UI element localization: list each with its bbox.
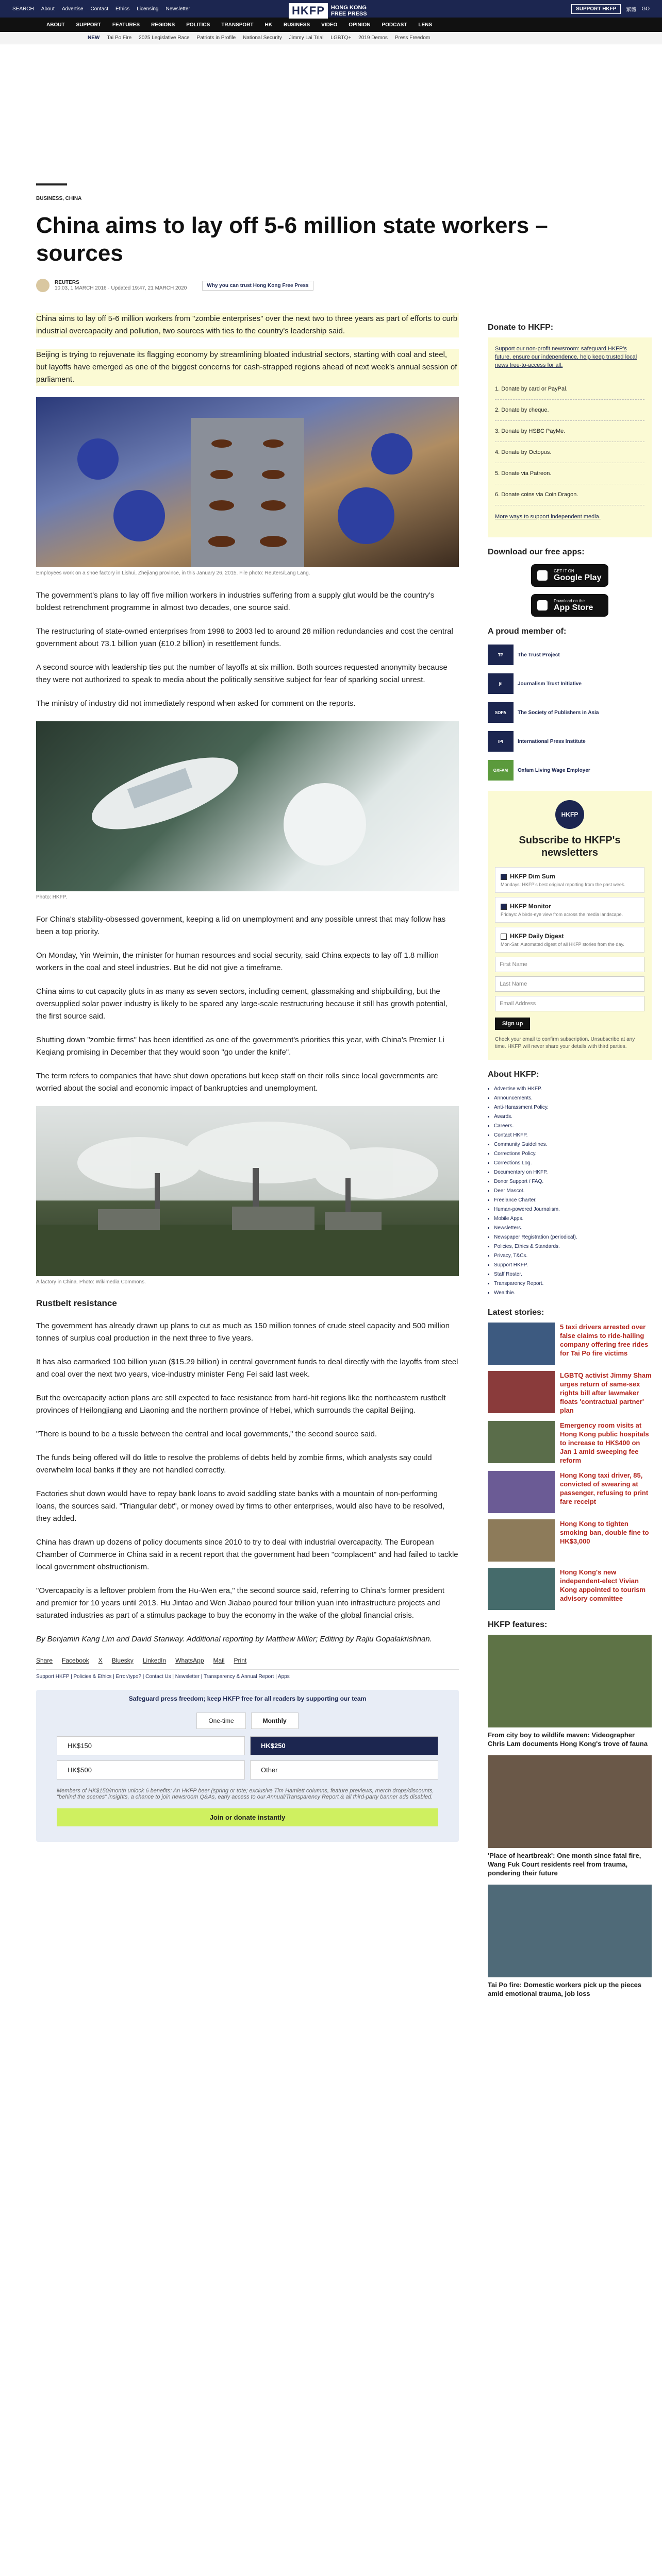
newsletter-option-monitor[interactable]: HKFP Monitor Fridays: A birds-eye view from across the media landscape. <box>495 897 644 923</box>
donate-option[interactable]: 1. Donate by card or PayPal. <box>495 379 644 400</box>
nav-opinion[interactable]: OPINION <box>349 22 371 28</box>
site-logo[interactable] <box>289 3 367 19</box>
paragraph: China aims to cut capacity gluts in as many as seven sectors, including cement, glassmaking and shipbuilding, but the oversupplied solar power industry is likely to be spared any large-scale restructuring because it still has growth potential, the first source said. <box>36 987 448 1021</box>
member-heading: A proud member of: <box>488 627 567 636</box>
latest-story[interactable] <box>488 1421 652 1465</box>
first-name-input[interactable]: First Name <box>495 957 644 972</box>
sopa-logo: SOPA <box>488 702 514 723</box>
ticker-item[interactable]: Press Freedom <box>394 35 431 41</box>
about-link[interactable]: • Corrections Policy. <box>494 1149 652 1159</box>
newsletter-option-digest[interactable]: HKFP Daily Digest Mon-Sat: Automated digest of all HKFP stories from the day. <box>495 927 644 953</box>
monthly-option[interactable]: Monthly <box>251 1713 299 1729</box>
hkfp-logo: HKFP <box>555 800 584 829</box>
donate-option[interactable]: 3. Donate by HSBC PayMe. <box>495 421 644 442</box>
about-link[interactable]: • Policies, Ethics & Standards. <box>494 1242 652 1251</box>
about-link[interactable]: • Newspaper Registration (periodical). <box>494 1233 652 1242</box>
newsletter-option-dimsum[interactable]: HKFP Dim Sum Mondays: HKFP's best original reporting from the past week. <box>495 867 644 893</box>
ticker-label: NEW <box>88 35 100 41</box>
photo-caption: Employees work on a shoe factory in Lishui, Zhejiang province, in this January 26, 2015. File photo: Reuters/Lang Lang. <box>36 570 310 576</box>
email-input[interactable]: Email Address <box>495 996 644 1011</box>
nav-about[interactable]: ABOUT <box>46 22 65 28</box>
ticker-item[interactable]: National Security <box>243 35 282 41</box>
paragraph: On Monday, Yin Weimin, the minister for human resources and social security, said China expects to lay off 1.8 million workers in the coal and steel industries. But he did not give a timeframe. <box>36 951 439 972</box>
ticker-item[interactable]: Tai Po Fire <box>107 35 132 41</box>
top-bar <box>0 0 662 18</box>
story-title[interactable]: Hong Kong's new independent-elect Vivian Kong appointed to tourism advisory committee <box>560 1568 646 1602</box>
paragraph: A second source with leadership ties put the number of layoffs at six million. Both sources requested anonymity because they were not authorized to speak to media about the politically sensitive subject for fear of sparking social unrest. <box>36 663 448 684</box>
feature-title[interactable]: 'Place of heartbreak': One month since fatal fire, Wang Fuk Court residents reel from trauma, pondering their future <box>488 1852 641 1877</box>
nav-politics[interactable]: POLITICS <box>186 22 210 28</box>
paragraph: The government has already drawn up plans to cut as much as 150 million tonnes of crude steel capacity and 500 million tonnes of surplus coal production in the next three to five years. <box>36 1321 450 1343</box>
sidebar <box>488 313 652 2005</box>
ticker-item[interactable]: 2025 Legislative Race <box>139 35 190 41</box>
photo-caption: A factory in China. Photo: Wikimedia Commons. <box>36 1279 146 1285</box>
features-heading: HKFP features: <box>488 1620 548 1629</box>
story-thumbnail[interactable] <box>488 1323 555 1365</box>
paragraph: China has drawn up dozens of policy documents since 2010 to try to deal with industrial overcapacity. The European Chamber of Commerce in China said in a recent report that the government had been "complacent" and had failed to tackle local government obstructionism. <box>36 1538 458 1571</box>
donate-box <box>36 1690 459 1842</box>
paragraph: Beijing is trying to rejuvenate its flagging economy by streamlining bloated industrial sectors, starting with coal and steel, but layoffs have emerged as one of the biggest concerns for cash-strapped regions ahead of next week's annual session of parliament. <box>36 349 459 386</box>
story-title[interactable]: Emergency room visits at Hong Kong public hospitals to increase to HK$400 on Jan 1 amid sweeping fee reform <box>560 1421 649 1464</box>
about-link[interactable]: • Donor Support / FAQ. <box>494 1177 652 1187</box>
paragraph: The ministry of industry did not immediately respond when asked for comment on the reports. <box>36 699 356 708</box>
nav-lens[interactable]: LENS <box>418 22 433 28</box>
share-facebook[interactable]: Facebook <box>62 1657 89 1664</box>
paragraph: The term refers to companies that have shut down operations but keep staff on their rolls since local governments are worried about the social and economic impact of bankruptcies and unemployment. <box>36 1072 438 1093</box>
about-link[interactable]: • Documentary on HKFP. <box>494 1168 652 1177</box>
amount-option-other[interactable]: Other <box>250 1760 438 1780</box>
paragraph: The funds being offered will do little to resolve the problems of debts held by zombie firms, which analysts say could overwhelm local banks if they are not handled correctly. <box>36 1453 432 1475</box>
factory-worker-photo <box>36 721 459 891</box>
latest-heading: Latest stories: <box>488 1308 544 1317</box>
paragraph: China aims to lay off 5-6 million workers from "zombie enterprises" over the next two to three years as part of efforts to curb industrial overcapacity and pollution, two sources with ties to the country's leadership said. <box>36 313 459 337</box>
latest-story[interactable] <box>488 1371 652 1415</box>
latest-story[interactable] <box>488 1471 652 1513</box>
amount-option[interactable]: HK$150 <box>57 1736 245 1755</box>
jti-logo: jti <box>488 673 514 694</box>
nav-podcast[interactable]: PODCAST <box>382 22 407 28</box>
donate-option[interactable]: 6. Donate coins via Coin Dragon. <box>495 484 644 505</box>
checkbox-checked[interactable] <box>501 874 507 880</box>
article-footer-links[interactable]: Support HKFP | Policies & Ethics | Error/typo? | Contact Us | Newsletter | Transparency & Annual Report | Apps <box>36 1669 459 1680</box>
donate-option[interactable]: 2. Donate by cheque. <box>495 400 644 421</box>
paragraph: "There is bound to be a tussle between the central and local governments," the second source said. <box>36 1430 377 1438</box>
byline: REUTERS 10:03, 1 MARCH 2016 · Updated 19:47, 21 MARCH 2020 Why you can trust Hong Kong Free Press <box>36 279 626 292</box>
signup-button[interactable]: Sign up <box>495 1018 530 1030</box>
article-credit: By Benjamin Kang Lim and David Stanway. Additional reporting by Matthew Miller; Editing by Rajiu Gopalakrishnan. <box>36 1635 432 1643</box>
donate-option[interactable]: 5. Donate via Patreon. <box>495 463 644 484</box>
about-list <box>488 1084 652 1298</box>
language-toggle[interactable]: 繁體 <box>626 7 637 13</box>
nav-support[interactable]: SUPPORT <box>76 22 101 28</box>
feature-image[interactable] <box>488 1755 652 1848</box>
about-link[interactable]: • Human-powered Journalism. <box>494 1205 652 1214</box>
about-link[interactable]: • Deer Mascot. <box>494 1187 652 1196</box>
donate-panel <box>488 337 652 537</box>
member-sopa[interactable]: SOPA The Society of Publishers in Asia <box>488 702 652 723</box>
join-donate-button[interactable]: Join or donate instantly <box>57 1808 438 1826</box>
member-jti[interactable]: jti Journalism Trust Initiative <box>488 673 652 694</box>
last-name-input[interactable]: Last Name <box>495 976 644 992</box>
oxfam-logo: OXFAM <box>488 760 514 781</box>
about-link[interactable]: • Advertise with HKFP. <box>494 1084 652 1094</box>
about-link[interactable]: • Wealthie. <box>494 1289 652 1298</box>
donate-intro-link[interactable]: Support our non-profit newsroom: safeguard HKFP's future, ensure our independence, help keep trusted local news free-to-access for all. <box>495 346 637 368</box>
feature-image[interactable] <box>488 1635 652 1727</box>
story-thumbnail[interactable] <box>488 1471 555 1513</box>
trust-project-logo: TP <box>488 645 514 665</box>
author-name[interactable]: REUTERS <box>55 280 79 285</box>
share-mail[interactable]: Mail <box>213 1657 225 1664</box>
about-link[interactable]: About <box>41 6 55 12</box>
paragraph: But the overcapacity action plans are still expected to face resistance from hard-hit regions like the northeastern rustbelt provinces of Heilongjiang and Liaoning and the northern province of Hebei, which surrounds the capital Beijing. <box>36 1394 446 1415</box>
amount-option[interactable]: HK$500 <box>57 1760 245 1780</box>
story-thumbnail[interactable] <box>488 1519 555 1562</box>
paragraph: Shutting down "zombie firms" has been identified as one of the government's priorities this year, with China's Premier Li Keqiang promising in December that they would soon "go under the knife". <box>36 1036 444 1057</box>
story-thumbnail[interactable] <box>488 1371 555 1413</box>
paragraph: It has also earmarked 100 billion yuan ($15.29 billion) in central government funds to deal directly with the layoffs from steel and coal over the next two years, vice-industry minister Feng Fei said last week. <box>36 1358 458 1379</box>
ethics-link[interactable]: Ethics <box>115 6 130 12</box>
donate-note: Safeguard press freedom; keep HKFP free for all readers by supporting our team <box>128 1695 367 1702</box>
about-link[interactable]: • Community Guidelines. <box>494 1140 652 1149</box>
logo-mark: HKFP <box>289 3 328 19</box>
about-link[interactable]: • Privacy, T&Cs. <box>494 1251 652 1261</box>
story-thumbnail[interactable] <box>488 1568 555 1610</box>
support-hkfp-button[interactable]: SUPPORT HKFP <box>571 4 621 14</box>
apple-icon <box>537 600 548 611</box>
feature-title[interactable]: From city boy to wildlife maven: Videographer Chris Lam documents Hong Kong's trove of fauna <box>488 1731 648 1748</box>
about-link[interactable]: • Contact HKFP. <box>494 1131 652 1140</box>
trust-link[interactable]: Why you can trust Hong Kong Free Press <box>202 281 313 291</box>
shoe-factory-photo <box>36 397 459 567</box>
member-trust-project[interactable]: TP The Trust Project <box>488 645 652 665</box>
share-linkedin[interactable]: LinkedIn <box>142 1657 167 1664</box>
ticker-item[interactable]: Patriots in Profile <box>196 35 236 41</box>
feature-title[interactable]: Tai Po fire: Domestic workers pick up the pieces amid emotional trauma, job loss <box>488 1981 642 1997</box>
latest-stories <box>488 1323 652 1610</box>
contrast-toggle[interactable]: GO <box>641 6 650 12</box>
about-link[interactable]: • Mobile Apps. <box>494 1214 652 1224</box>
about-link[interactable]: • Freelance Charter. <box>494 1196 652 1205</box>
frequency-toggle <box>57 1713 438 1729</box>
story-title[interactable]: 5 taxi drivers arrested over false claims to ride-hailing company offering free rides for Tai Po fire victims <box>560 1323 649 1357</box>
story-title[interactable]: LGBTQ activist Jimmy Sham urges return of same-sex rights bill after lawmaker floats 'contractual partner' plan <box>560 1371 652 1414</box>
ticker-item[interactable]: Jimmy Lai Trial <box>289 35 324 41</box>
latest-story[interactable] <box>488 1519 652 1562</box>
member-oxfam[interactable]: OXFAM Oxfam Living Wage Employer <box>488 760 652 781</box>
newsletter-link[interactable]: Newsletter <box>166 6 190 12</box>
about-link[interactable]: • Support HKFP. <box>494 1261 652 1270</box>
share-bar <box>36 1657 459 1664</box>
amount-option-selected[interactable]: HK$250 <box>250 1736 438 1755</box>
donate-option[interactable]: 4. Donate by Octopus. <box>495 442 644 463</box>
app-store-badge[interactable]: Download on the App Store <box>531 594 608 617</box>
publish-date: 10:03, 1 MARCH 2016 <box>55 285 107 291</box>
nav-business[interactable]: BUSINESS <box>284 22 310 28</box>
main-nav <box>0 18 662 32</box>
about-link[interactable]: • Careers. <box>494 1122 652 1131</box>
updated-date: Updated 19:47, 21 MARCH 2020 <box>111 285 187 291</box>
nav-features[interactable]: FEATURES <box>112 22 140 28</box>
latest-story[interactable] <box>488 1323 652 1365</box>
nav-video[interactable]: VIDEO <box>321 22 338 28</box>
ipi-logo: IPI <box>488 731 514 752</box>
story-thumbnail[interactable] <box>488 1421 555 1463</box>
one-time-option[interactable]: One-time <box>196 1713 245 1729</box>
about-link[interactable]: • Awards. <box>494 1112 652 1122</box>
share-whatsapp[interactable]: WhatsApp <box>175 1657 204 1664</box>
nav-transport[interactable]: TRANSPORT <box>221 22 254 28</box>
about-link[interactable]: • Transparency Report. <box>494 1279 652 1289</box>
photo-caption: Photo: HKFP. <box>36 894 67 900</box>
about-link[interactable]: • Anti-Harassment Policy. <box>494 1103 652 1112</box>
google-play-icon <box>537 570 548 581</box>
ticker-item[interactable]: LGBTQ+ <box>330 35 352 41</box>
nav-regions[interactable]: REGIONS <box>151 22 175 28</box>
paragraph: The government's plans to lay off five million workers in industries suffering from a supply glut would be the country's boldest retrenchment programme in almost two decades, one source said. <box>36 591 435 612</box>
title-rule <box>36 183 67 185</box>
nav-hk[interactable]: HK <box>264 22 272 28</box>
story-title[interactable]: Hong Kong taxi driver, 85, convicted of swearing at passenger, refusing to print fare receipt <box>560 1471 649 1505</box>
trending-ticker <box>0 32 662 44</box>
story-title[interactable]: Hong Kong to tighten smoking ban, double fine to HK$3,000 <box>560 1520 649 1545</box>
newsletter-heading: Subscribe to HKFP's newsletters <box>519 835 621 858</box>
member-ipi[interactable]: IPI International Press Institute <box>488 731 652 752</box>
paragraph: "Overcapacity is a leftover problem from the Hu-Wen era," the second source said, referring to China's former president and premier for 10 years until 2013. Hu Jintao and Wen Jiabao poured four trillion yuan into infrastructure projects and saturated industries as part of a stimulus package to buy the economy in the wake of the global financial crisis. <box>36 1586 444 1620</box>
logo-text: HONG KONG FREE PRESS <box>330 5 367 17</box>
author-avatar <box>36 279 49 292</box>
donate-more-link[interactable]: More ways to support independent media. <box>495 514 601 520</box>
about-link[interactable]: • Corrections Log. <box>494 1159 652 1168</box>
about-link[interactable]: • Newsletters. <box>494 1224 652 1233</box>
newsletter-panel <box>488 791 652 1060</box>
about-link[interactable]: • Staff Roster. <box>494 1270 652 1279</box>
donate-heading: Donate to HKFP: <box>488 323 554 332</box>
advertise-link[interactable]: Advertise <box>61 6 84 12</box>
about-link[interactable]: • Announcements. <box>494 1094 652 1103</box>
chimney-factory-photo <box>36 1106 459 1276</box>
about-heading: About HKFP: <box>488 1070 539 1079</box>
search-link[interactable]: SEARCH <box>12 6 34 12</box>
feature-image[interactable] <box>488 1885 652 1977</box>
paragraph: The restructuring of state-owned enterprises from 1998 to 2003 led to around 28 million redundancies and cost the central government about 73.1 billion yuan (£10.2 billion) in resettlement funds. <box>36 627 453 648</box>
google-play-badge[interactable]: GET IT ON Google Play <box>531 564 608 587</box>
section-heading: Rustbelt resistance <box>36 1298 117 1308</box>
contact-link[interactable]: Contact <box>90 6 108 12</box>
article-title: China aims to lay off 5-6 million state workers – sources <box>36 213 548 266</box>
newsletter-fine-print: Check your email to confirm subscription. Unsubscribe at any time. HKFP will never share your details with third parties. <box>495 1037 635 1049</box>
share-print[interactable]: Print <box>234 1657 247 1664</box>
share-bluesky[interactable]: Bluesky <box>111 1657 134 1664</box>
share-label: Share <box>36 1657 53 1664</box>
ticker-item[interactable]: 2019 Demos <box>358 35 388 41</box>
article-body <box>36 313 459 2005</box>
share-x[interactable]: X <box>98 1657 103 1664</box>
latest-story[interactable] <box>488 1568 652 1610</box>
checkbox-unchecked[interactable] <box>501 934 507 940</box>
paragraph: For China's stability-obsessed government, keeping a lid on unemployment and any possible unrest that may follow has been a top priority. <box>36 915 446 936</box>
licensing-link[interactable]: Licensing <box>137 6 159 12</box>
checkbox-checked[interactable] <box>501 904 507 910</box>
paragraph: Factories shut down would have to repay bank loans to avoid saddling state banks with a mountain of non-performing loans, the sources said. "Triangular debt", or money owed by firms to other enterprises, would also have to be resolved, they added. <box>36 1489 445 1523</box>
amount-options <box>57 1736 438 1780</box>
member-benefits: Members of HK$150/month unlock 6 benefits: An HKFP beer (spring or tote; exclusive Tim Hamlett columns, feature previews, merch drops/discounts, "behind the scenes" insights, a chance to join newsroom Q&As, early access to our Annual/Transparency Report & all third-party banner ads disabled. <box>57 1788 434 1800</box>
apps-heading: Download our free apps: <box>488 548 585 556</box>
features-list <box>488 1635 652 1998</box>
article-category[interactable]: BUSINESS, CHINA <box>36 196 82 201</box>
